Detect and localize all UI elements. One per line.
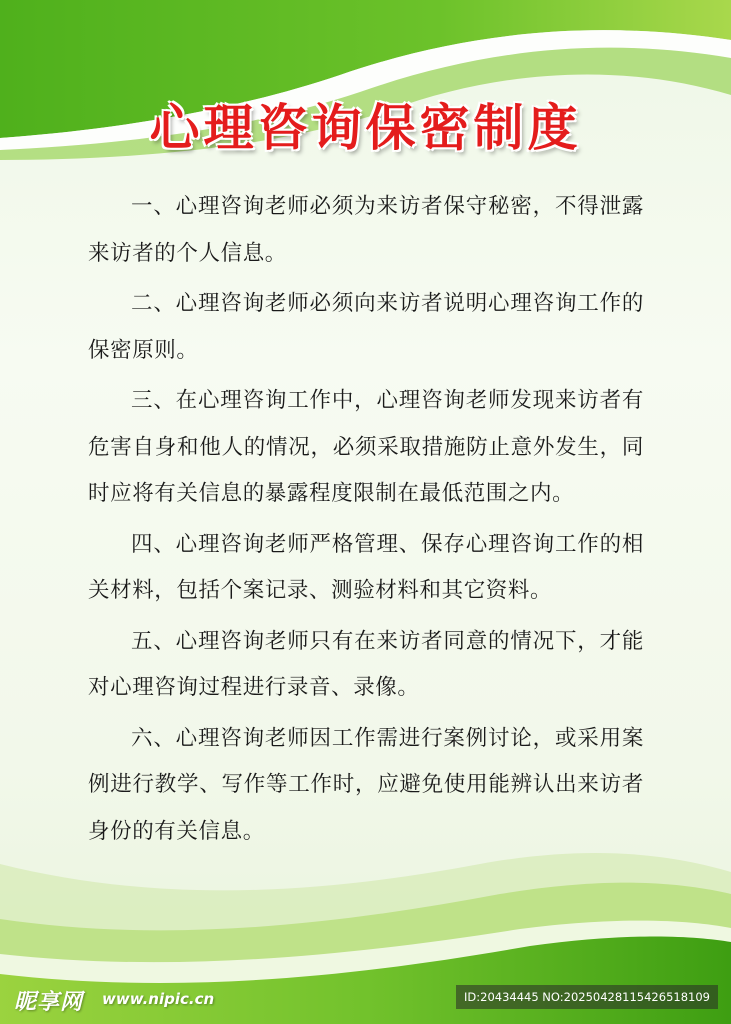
- paragraph-4: 四、心理咨询老师严格管理、保存心理咨询工作的相关材料，包括个案记录、测验材料和其它资料。: [88, 531, 644, 603]
- paragraph-3: 三、在心理咨询工作中，心理咨询老师发现来访者有危害自身和他人的情况，必须采取措施防止意外发生，同时应将有关信息的暴露程度限制在最低范围之内。: [88, 388, 644, 506]
- paragraph-6: 六、心理咨询老师因工作需进行案例讨论，或采用案例进行教学、写作等工作时，应避免使用能辨认出来访者身份的有关信息。: [88, 725, 644, 844]
- body-text: [88, 184, 644, 859]
- paragraph-5: 五、心理咨询老师只有在来访者同意的情况下，才能对心理咨询过程进行录音、录像。: [88, 628, 644, 700]
- watermark-url: www.nipic.cn: [102, 990, 215, 1008]
- image-id-bar: ID:20434445 NO:20250428115426518109: [456, 985, 718, 1009]
- watermark-logo: 昵享网: [14, 990, 84, 1015]
- paragraph-1: 一、心理咨询老师必须为来访者保守秘密，不得泄露来访者的个人信息。: [88, 194, 644, 266]
- page-title: 心理咨询保密制度: [149, 98, 582, 157]
- paragraph-2: 二、心理咨询老师必须向来访者说明心理咨询工作的保密原则。: [88, 291, 644, 363]
